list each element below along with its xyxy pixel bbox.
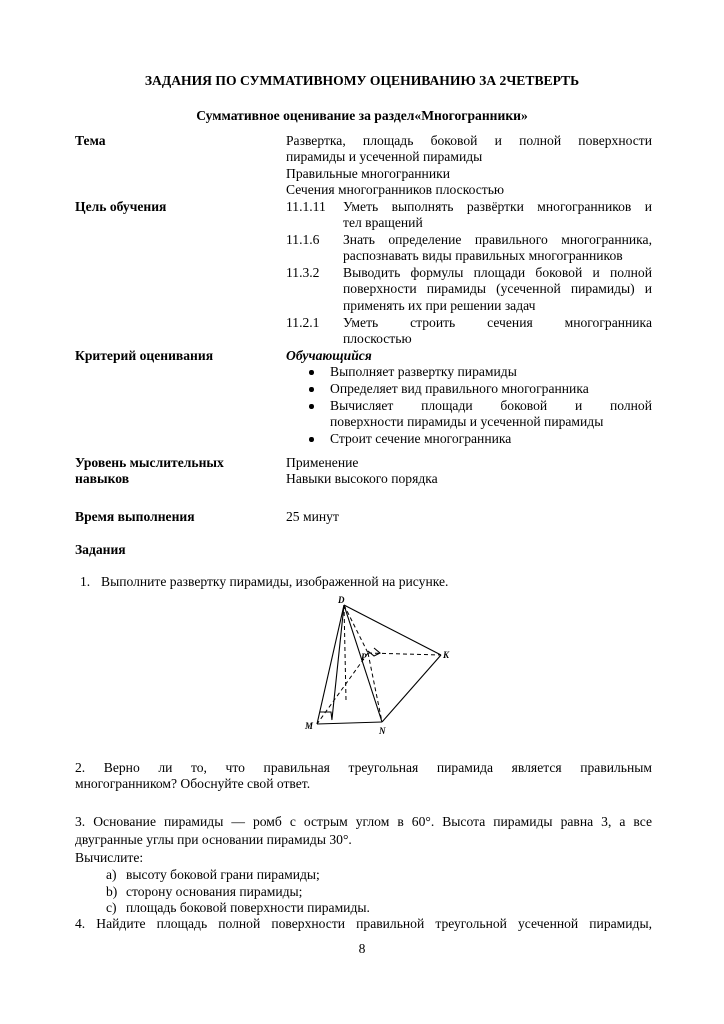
pyramid-figure [300,592,470,742]
row-label-goal: Цель обучения [75,199,167,214]
edge-pn-hidden [368,653,382,722]
bullet-dot [309,370,314,375]
task2-line: многогранником? Обоснуйте свой ответ. [75,776,311,791]
goal-text-line: Выводить формулы площади боковой и полной [343,265,652,280]
task3-line: двугранные углы при основании пирамиды 30°. [75,832,352,847]
vertex-label-p: P [361,652,367,662]
criteria-bullet: Определяет вид правильного многогранника [330,381,589,396]
tasks-heading: Задания [75,542,126,557]
bullet-dot [309,387,314,392]
level-value: Применение [286,455,359,470]
row-label-time: Время выполнения [75,509,195,524]
goal-code: 11.2.1 [286,315,320,330]
criteria-bullet: Строит сечение многогранника [330,431,512,446]
goal-code: 11.3.2 [286,265,320,280]
task3-item-text: высоту боковой грани пирамиды; [126,867,320,882]
edge-height [332,605,344,719]
tema-line: Правильные многогранники [286,166,450,181]
edge-dp-hidden [344,605,368,653]
edge-mn [317,722,382,724]
document-title: ЗАДАНИЯ ПО СУММАТИВНОМУ ОЦЕНИВАНИЮ ЗА 2ЧЕТВЕРТЬ [144,73,580,88]
vertex-label-n: N [379,726,386,736]
task3-item-text: сторону основания пирамиды; [126,884,303,899]
right-angle-mark-m [320,712,332,720]
goal-text-line: применять их при решении задач [343,298,536,313]
task1-text: Выполните развертку пирамиды, изображенной на рисунке. [101,574,449,589]
edge-height-hidden [344,605,346,700]
tema-line: пирамиды и усеченной пирамиды [286,149,483,164]
edge-dm [317,605,344,724]
task3-compute: Вычислите: [75,850,144,865]
task3-line: 3. Основание пирамиды — ромб с острым углом в 60°. Высота пирамиды равна 3, а все [75,814,652,829]
goal-code: 11.1.11 [286,199,326,214]
goal-text-line: распознавать виды правильных многогранников [343,248,623,263]
goal-text-line: плоскостью [343,331,412,346]
bullet-dot [309,404,314,409]
row-label-level: навыков [75,471,130,486]
task3-item-letter: b) [106,884,118,899]
row-label-criteria: Критерий оценивания [75,348,214,363]
row-label-tema: Тема [75,133,106,148]
criteria-bullet: Выполняет развертку пирамиды [330,364,517,379]
bullet-dot [309,437,314,442]
page-number: 8 [358,941,366,956]
criteria-heading: Обучающийся [286,348,372,363]
vertex-label-k: K [443,650,450,660]
task2-line: 2. Верно ли то, что правильная треугольная пирамида является правильным [75,760,652,775]
goal-text-line: Уметь строить сечения многогранника [343,315,652,330]
tema-line: Развертка, площадь боковой и полной поверхности [286,133,652,148]
goal-text-line: Знать определение правильного многогранника, [343,232,652,247]
tema-line: Сечения многогранников плоскостью [286,182,505,197]
goal-code: 11.1.6 [286,232,320,247]
goal-text-line: поверхности пирамиды (усеченной пирамиды) и [343,281,652,296]
edge-nk [382,655,441,722]
edge-dk [344,605,441,655]
criteria-bullet: поверхности пирамиды и усеченной пирамиды [330,414,604,429]
section-subtitle: Суммативное оценивание за раздел«Многогранники» [196,108,528,123]
vertex-label-d: D [338,595,345,605]
task3-item-letter: a) [106,867,117,882]
time-value: 25 минут [286,509,339,524]
task3-item-letter: c) [106,900,117,915]
task1-number: 1. [80,574,91,589]
goal-text-line: тел вращений [343,215,423,230]
task4-text: 4. Найдите площадь полной поверхности правильной треугольной усеченной пирамиды, [75,916,652,931]
goal-text-line: Уметь выполнять развёртки многогранников и [343,199,652,214]
level-value: Навыки высокого порядка [286,471,438,486]
task3-item-text: площадь боковой поверхности пирамиды. [126,900,370,915]
criteria-bullet: Вычисляет площади боковой и полной [330,398,652,413]
edge-dn [344,605,382,722]
vertex-label-m: M [305,721,314,731]
right-angle-mark-p [368,648,380,656]
row-label-level: Уровень мыслительных [75,455,224,470]
